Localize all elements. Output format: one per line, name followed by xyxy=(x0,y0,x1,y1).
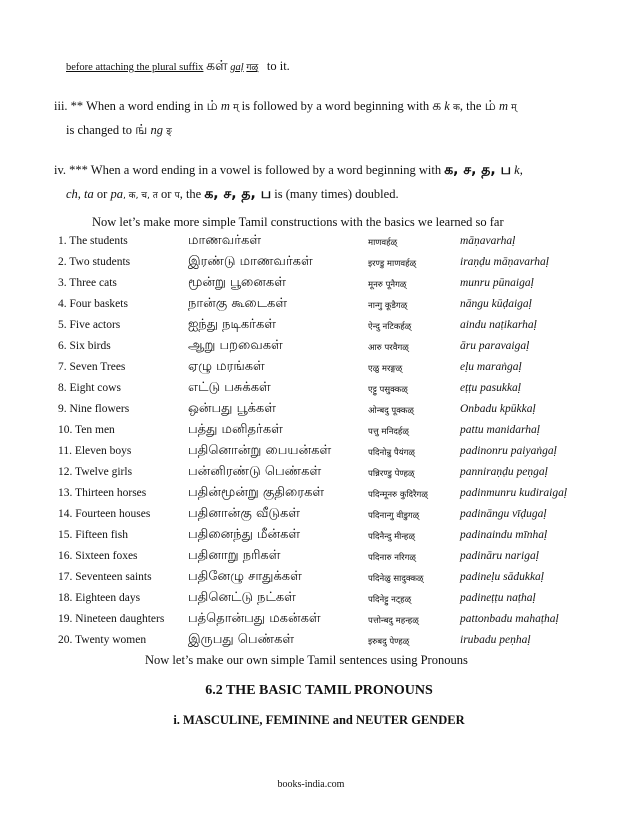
table-row xyxy=(58,445,618,465)
note-iv-line1 xyxy=(54,162,523,180)
note-iii-tamil-2: க xyxy=(432,98,442,114)
row-english: 16. Sixteen foxes xyxy=(58,550,138,562)
note-iii-devanagari-3: म् xyxy=(511,103,517,113)
note-iii-devanagari-4: ङ् xyxy=(166,127,172,137)
row-devanagari: ऐन्दु नटिकर्हळ् xyxy=(368,322,412,332)
table-row xyxy=(58,550,618,570)
row-tamil: மாணவர்கள் xyxy=(188,233,262,248)
row-devanagari: पन्निरण्डु पेण्हळ् xyxy=(368,469,415,479)
row-devanagari: पदिनोन्रु पैयंगळ् xyxy=(368,448,415,458)
subsection-title: i. MASCULINE, FEMININE and NEUTER GENDER xyxy=(173,713,465,727)
row-english: 4. Four baskets xyxy=(58,298,128,310)
table-row xyxy=(58,571,618,591)
row-devanagari: नान्गु कूडैगळ् xyxy=(368,301,408,311)
row-english: 18. Eighteen days xyxy=(58,592,141,604)
row-tamil: இரண்டு மாணவர்கள் xyxy=(188,254,313,269)
table-row xyxy=(58,235,618,255)
table-row xyxy=(58,466,618,486)
row-devanagari: पदिनेळु सादुक्कळ् xyxy=(368,574,424,584)
note-iii-tamil-3: ம் xyxy=(484,98,496,114)
row-tamil: பதினெட்டு நட்கள் xyxy=(188,590,296,605)
row-english: 9. Nine flowers xyxy=(58,403,130,415)
footer-source: books-india.com xyxy=(277,779,345,790)
row-transliteration: māṇavarhaḷ xyxy=(460,235,516,247)
row-tamil: ஏழு மரங்கள் xyxy=(188,359,265,374)
row-english: 10. Ten men xyxy=(58,424,115,436)
row-transliteration: munru pūnaigaḷ xyxy=(460,277,534,289)
row-english: 20. Twenty women xyxy=(58,634,147,646)
row-tamil: நான்கு கூடைகள் xyxy=(188,296,288,311)
row-transliteration: padinmunru kudiraigaḷ xyxy=(460,487,568,499)
note-iii-translit-1: m xyxy=(220,99,230,113)
row-tamil: இருபது பெண்கள் xyxy=(188,632,295,647)
row-english: 3. Three cats xyxy=(58,277,117,289)
table-row xyxy=(58,613,618,633)
row-devanagari: एळु मरङ्गळ् xyxy=(368,364,403,374)
row-transliteration: eṭṭu pasukkaḷ xyxy=(460,382,521,394)
row-tamil: பத்தொன்பது மகன்கள் xyxy=(188,611,321,626)
row-transliteration: iraṇḍu māṇavarhaḷ xyxy=(460,256,549,268)
row-devanagari: पदिनैन्दु मीन्हळ् xyxy=(368,532,415,542)
note-iii-text-a: iii. ** When a word ending in xyxy=(54,99,204,113)
table-row xyxy=(58,298,618,318)
row-transliteration: irubadu peṇhaḷ xyxy=(460,634,531,646)
note-iv-translit-ch-ta: ch, ta xyxy=(66,187,94,201)
note-iv-line2 xyxy=(66,186,399,204)
note-iii-text-c: , the xyxy=(459,99,482,113)
table-row xyxy=(58,634,618,654)
row-transliteration: eḷu maraṅgaḷ xyxy=(460,361,522,373)
row-english: 8. Eight cows xyxy=(58,382,121,394)
row-english: 5. Five actors xyxy=(58,319,121,331)
row-tamil: பதினேழு சாதுக்கள் xyxy=(188,569,302,584)
note-iii-line1 xyxy=(54,98,517,116)
row-devanagari: पदिनान्गु वीडुगळ् xyxy=(368,511,420,521)
note-iii-text-d: is changed to xyxy=(66,123,132,137)
row-english: 19. Nineteen daughters xyxy=(58,613,165,625)
note-iii-devanagari-2: क xyxy=(452,103,460,113)
section-title: 6.2 THE BASIC TAMIL PRONOUNS xyxy=(205,683,433,698)
row-tamil: பதினாறு நரிகள் xyxy=(188,548,281,563)
note-iii-tamil-1: ம் xyxy=(206,98,218,114)
note-iii-translit-2: k xyxy=(444,99,450,113)
closing-sentence: Now let’s make our own simple Tamil sentences using Pronouns xyxy=(145,653,468,667)
table-row xyxy=(58,487,618,507)
note-iii-translit-4: ng xyxy=(150,123,163,137)
row-tamil: பத்து மனிதர்கள் xyxy=(188,422,283,437)
row-tamil: மூன்று பூனைகள் xyxy=(188,275,286,290)
row-english: 6. Six birds xyxy=(58,340,111,352)
row-english: 7. Seven Trees xyxy=(58,361,126,373)
note-iv-text-or-1: or xyxy=(96,187,108,201)
row-devanagari: पत्तु मनिदर्हळ् xyxy=(368,427,409,437)
row-devanagari: आरु परवैगळ् xyxy=(368,343,409,353)
note-iv-devanagari-1: , क, च, त xyxy=(122,191,158,201)
row-transliteration: padineḷu sādukkaḷ xyxy=(460,571,544,583)
note-iv-tamil-2: க, ச, த, ப xyxy=(204,186,272,202)
intro-prefix: before attaching the plural suffix xyxy=(66,62,204,73)
row-english: 14. Fourteen houses xyxy=(58,508,151,520)
row-devanagari: इरण्डु माणवर्हळ् xyxy=(368,259,417,269)
row-devanagari: मूनरु पूनैगळ् xyxy=(368,280,407,290)
intro-end: to it. xyxy=(266,59,290,73)
table-row xyxy=(58,277,618,297)
row-tamil: ஒன்பது பூக்கள் xyxy=(188,401,276,416)
table-row xyxy=(58,529,618,549)
note-iii-devanagari-1: म् xyxy=(233,103,239,113)
note-iv-tamil-1: க, ச, த, ப xyxy=(444,162,512,178)
row-english: 2. Two students xyxy=(58,256,131,268)
row-tamil: ஆறு பறவைகள் xyxy=(188,338,283,353)
row-devanagari: माणवर्हळ् xyxy=(368,238,398,248)
row-transliteration: padineṭṭu naṭhaḷ xyxy=(460,592,536,604)
row-devanagari: ओन्बदु पूक्कळ् xyxy=(368,406,414,416)
row-english: 12. Twelve girls xyxy=(58,466,133,478)
note-iv-text-end: is (many times) doubled. xyxy=(274,187,399,201)
row-transliteration: padinonru paiyaṅgaḷ xyxy=(460,445,557,457)
table-row xyxy=(58,424,618,444)
note-iii-text-b: is followed by a word beginning with xyxy=(241,99,430,113)
table-row xyxy=(58,361,618,381)
row-transliteration: āru paravaigaḷ xyxy=(460,340,530,352)
table-row xyxy=(58,256,618,276)
row-english: 17. Seventeen saints xyxy=(58,571,152,583)
table-row xyxy=(58,382,618,402)
row-english: 13. Thirteen horses xyxy=(58,487,147,499)
row-tamil: ஐந்து நடிகர்கள் xyxy=(188,317,277,332)
note-iv-translit-1: k, xyxy=(514,163,523,177)
row-devanagari: पदिनारु नरिगळ् xyxy=(368,553,416,563)
note-iii-line2 xyxy=(66,122,172,140)
intro-line xyxy=(66,58,290,76)
row-transliteration: pattonbadu mahaṭhaḷ xyxy=(460,613,559,625)
row-english: 15. Fifteen fish xyxy=(58,529,128,541)
table-row xyxy=(58,592,618,612)
row-transliteration: panniraṇḍu peṇgaḷ xyxy=(460,466,548,478)
row-english: 11. Eleven boys xyxy=(58,445,132,457)
row-transliteration: pattu manidarhaḷ xyxy=(460,424,540,436)
row-devanagari: पदिनेट्टु नट्हळ् xyxy=(368,595,412,605)
row-english: 1. The students xyxy=(58,235,128,247)
note-iv-text-the: , the xyxy=(179,187,202,201)
row-transliteration: Onbadu kpūkkaḷ xyxy=(460,403,536,415)
row-tamil: பதினைந்து மீன்கள் xyxy=(188,527,301,542)
row-devanagari: एट्टु पसुक्कळ् xyxy=(368,385,408,395)
row-transliteration: padinaindu mīnhaḷ xyxy=(460,529,548,541)
row-tamil: பதினான்கு வீடுகள் xyxy=(188,506,301,521)
note-iii-tamil-4: ங் xyxy=(135,122,148,138)
row-tamil: எட்டு பசுக்கள் xyxy=(188,380,271,395)
row-tamil: பன்னிரண்டு பெண்கள் xyxy=(188,464,322,479)
row-transliteration: padināru narigaḷ xyxy=(460,550,539,562)
row-transliteration: aindu naṭikarhaḷ xyxy=(460,319,537,331)
row-transliteration: nāngu kūḍaigaḷ xyxy=(460,298,532,310)
note-iv-text-a: iv. *** When a word ending in a vowel is followed by a word beginning with xyxy=(54,163,442,177)
row-tamil: பதினொன்று பையன்கள் xyxy=(188,443,332,458)
table-row xyxy=(58,508,618,528)
row-tamil: பதின்மூன்று குதிரைகள் xyxy=(188,485,325,500)
note-iv-text-or-2: or xyxy=(161,187,172,201)
table-row xyxy=(58,319,618,339)
table-row xyxy=(58,340,618,360)
note-iv-devanagari-2: प xyxy=(174,191,180,201)
note-iii-translit-3: m xyxy=(498,99,508,113)
intro-suffix-tamil: கள் xyxy=(206,58,228,74)
row-transliteration: padināngu vīḍugaḷ xyxy=(460,508,547,520)
row-devanagari: इरुबदु पेण्हळ् xyxy=(368,637,410,647)
lead-sentence: Now let’s make more simple Tamil constructions with the basics we learned so far xyxy=(92,215,504,229)
table-row xyxy=(58,403,618,423)
row-devanagari: पत्तोन्बदु महन्हळ् xyxy=(368,616,419,626)
intro-suffix-translit: gaḷ xyxy=(230,62,244,73)
row-devanagari: पदिन्मूनरु कुदिरैगळ् xyxy=(368,490,428,500)
note-iv-translit-pa: pa xyxy=(110,187,123,201)
intro-suffix-devanagari: गळ् xyxy=(246,63,259,73)
